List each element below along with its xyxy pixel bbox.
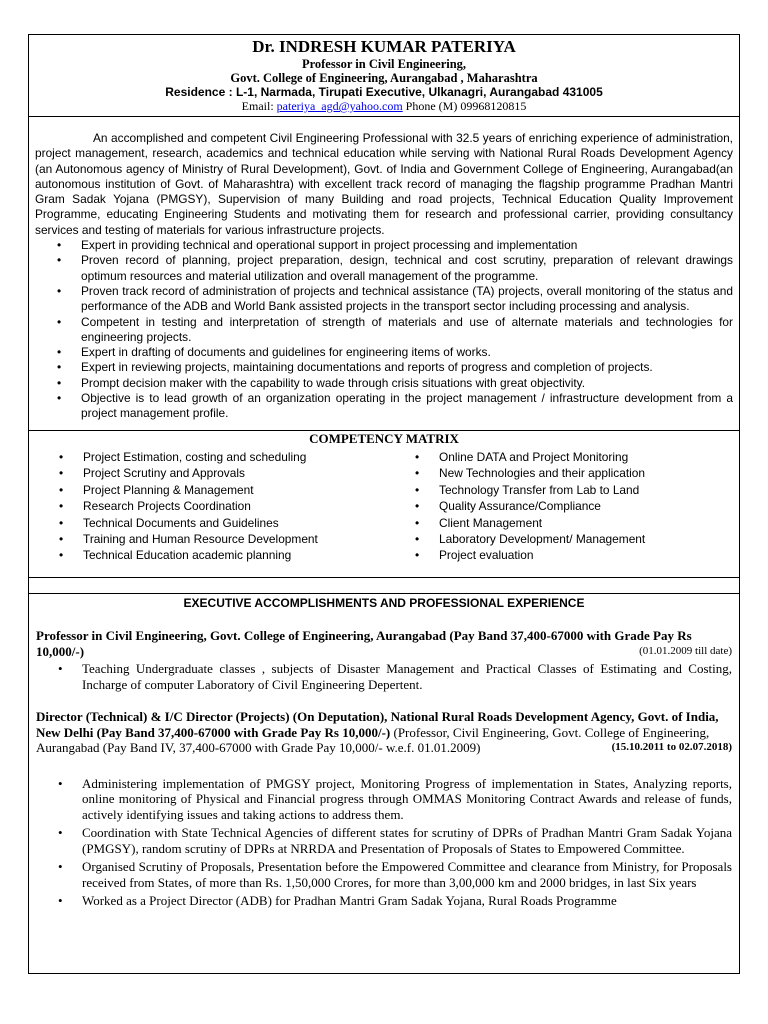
list-item: • New Technologies and their application — [415, 465, 645, 481]
summary-section — [35, 131, 733, 422]
job-date: (01.01.2009 till date) — [639, 644, 732, 657]
list-item: • Project Scrutiny and Approvals — [59, 465, 318, 481]
list-item: • Project Estimation, costing and scheduling — [59, 449, 318, 465]
divider — [29, 593, 739, 594]
divider — [29, 577, 739, 578]
list-item: • Client Management — [415, 515, 645, 531]
list-item: • Online DATA and Project Monitoring — [415, 449, 645, 465]
list-item: • Expert in reviewing projects, maintaining documentations and reports of progress and completion of projects. — [35, 360, 733, 375]
phone-number: Phone (M) 09968120815 — [405, 99, 527, 113]
competency-left-column — [59, 449, 318, 564]
job-bullets — [36, 661, 732, 692]
summary-paragraph: An accomplished and competent Civil Engineering Professional with 32.5 years of enriching experience of administration, project management, research, academics and technical education while serving with National Rural Roads Development Agency (an Autonomous agency of Ministry of Rural Development), Govt. of India and Government College of Engineering, Aurangabad(an autonomous institution of Govt. of Maharashtra) with excellent track record of managing the flagship programme Pradhan Mantri Gram Sadak Yojana (PMGSY), Supervision of many Building and road projects, Technical Education Quality Improvement Programme, educating Engineering Students and motivating them for research and professional carrier, providing consultancy services and testing of materials for various infrastructure projects. — [35, 131, 733, 237]
institution: Govt. College of Engineering, Aurangabad , Maharashtra — [230, 71, 538, 85]
list-item: • Training and Human Resource Development — [59, 531, 318, 547]
job-director — [36, 709, 732, 912]
divider — [29, 116, 739, 117]
list-item: • Competent in testing and interpretation of strength of materials and use of alternate materials and technologies for engineering projects. — [35, 315, 733, 346]
list-item: • Research Projects Coordination — [59, 498, 318, 514]
list-item: • Project evaluation — [415, 547, 645, 563]
residence-address: Residence : L-1, Narmada, Tirupati Executive, Ulkanagri, Aurangabad 431005 — [165, 85, 603, 99]
job-heading-text: Director (Technical) & I/C Director (Projects) (On Deputation), National Rural Roads Development Agency, Govt. of India, New Delhi (Pay Band 37,400-67000 with Grade Pay Rs 10,000/-) — [36, 709, 719, 740]
competency-title: COMPETENCY MATRIX — [309, 431, 459, 446]
list-item: • Organised Scrutiny of Proposals, Presentation before the Empowered Committee and clearance from Ministry, for Proposals received from States, of more than Rs. 1,50,000 Crores, for more than 3,00,000 km and 2000 bridges, in last Six years — [36, 859, 732, 890]
list-item: • Teaching Undergraduate classes , subjects of Disaster Management and Practical Classes of Estimating and Costing, Incharge of computer Laboratory of Civil Engineering Depertent. — [36, 661, 732, 692]
person-name: Dr. INDRESH KUMAR PATERIYA — [252, 37, 516, 56]
experience-title: EXECUTIVE ACCOMPLISHMENTS AND PROFESSIONAL EXPERIENCE — [183, 596, 585, 610]
list-item: • Quality Assurance/Compliance — [415, 498, 645, 514]
list-item: • Expert in drafting of documents and guidelines for engineering items of works. — [35, 345, 733, 360]
email-label: Email: — [241, 99, 274, 113]
resume-page — [28, 34, 740, 974]
competency-right-column — [415, 449, 645, 564]
job-heading — [36, 628, 732, 659]
job-professor — [36, 628, 732, 695]
list-item: • Technology Transfer from Lab to Land — [415, 482, 645, 498]
list-item: • Prompt decision maker with the capability to wade through crisis situations with great objectivity. — [35, 376, 733, 391]
email-link[interactable]: pateriya_agd@yahoo.com — [276, 99, 403, 113]
list-item: • Administering implementation of PMGSY project, Monitoring Progress of implementation in States, Analyzing reports, online monitoring of Physical and Financial progress through OMMAS Monitoring Contract Awards and release of funds, actively identifying issues and taking actions to address them. — [36, 776, 732, 823]
list-item: • Technical Education academic planning — [59, 547, 318, 563]
list-item: • Proven record of planning, project preparation, design, technical and cost scrutiny, preparation of relevant drawings optimum resources and material utilization and overall management of the programme. — [35, 253, 733, 284]
list-item: • Proven track record of administration of projects and technical assistance (TA) projects, overall monitoring of the status and performance of the ADB and World Bank assisted projects in the transport sector including processing and analysis. — [35, 284, 733, 315]
job-title: Professor in Civil Engineering, — [301, 57, 467, 71]
job-bullets — [36, 776, 732, 909]
list-item: • Objective is to lead growth of an organization operating in the project management / infrastructure development from a project management profile. — [35, 391, 733, 422]
list-item: • Laboratory Development/ Management — [415, 531, 645, 547]
list-item: • Worked as a Project Director (ADB) for Pradhan Mantri Gram Sadak Yojana, Rural Roads Programme — [36, 893, 732, 909]
list-item: • Expert in providing technical and operational support in project processing and implementation — [35, 238, 733, 253]
job-heading-text: Professor in Civil Engineering, Govt. College of Engineering, Aurangabad (Pay Band 37,400-67000 with Grade Pay Rs 10,000/-) — [36, 628, 692, 659]
contact-line — [29, 99, 739, 114]
job-heading — [36, 709, 732, 756]
job-subheading: (Professor, Civil Engineering, Govt. College of Engineering, Aurangabad (Pay Band IV, 37,400-67000 with Grade Pay 10,000/- w.e.f. 01.01.2009) — [36, 724, 710, 755]
list-item: • Technical Documents and Guidelines — [59, 515, 318, 531]
list-item: • Coordination with State Technical Agencies of different states for scrutiny of DPRs of Pradhan Mantri Gram Sadak Yojana (PMGSY), random scrutiny of DPRs at NRRDA and Presentation of Proposals of States to Empowered Committee. — [36, 825, 732, 856]
summary-bullets — [35, 238, 733, 422]
list-item: • Project Planning & Management — [59, 482, 318, 498]
job-date: (15.10.2011 to 02.07.2018) — [611, 741, 732, 753]
